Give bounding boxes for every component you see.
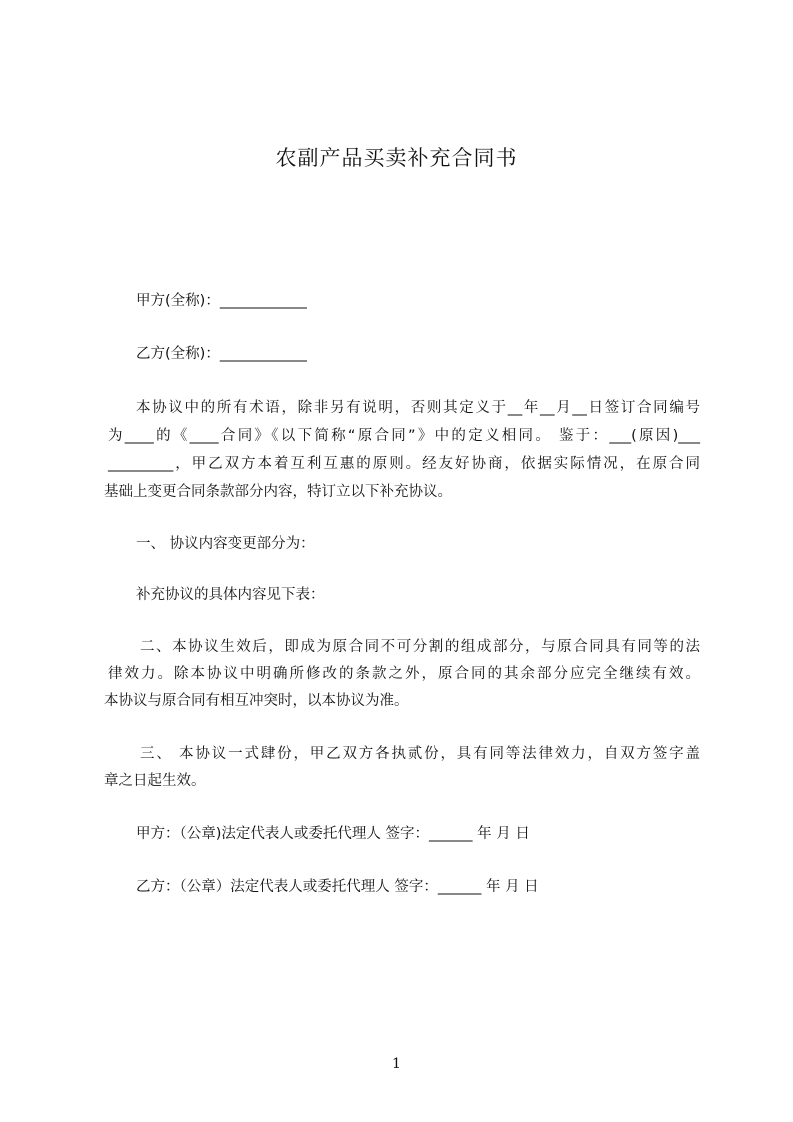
section-2-line: 本协议与原合同有相互冲突时，以本协议为准。	[104, 693, 409, 709]
section-2-line: 二、本协议生效后，即成为原合同不可分割的组成部分，与原合同具有同等的法	[140, 639, 700, 655]
section-3-line: 三、 本协议一式肆份，甲乙双方各执贰份，具有同等法律效力，自双方签字盖	[140, 746, 700, 762]
preamble-line: _________，甲乙双方本着互利互惠的原则。经友好协商，依据实际情况，在原合同	[108, 456, 700, 472]
document-title: 农副产品买卖补充合同书	[275, 146, 518, 170]
page-number: 1	[392, 1056, 401, 1072]
preamble-line: 基础上变更合同条款部分内容，特订立以下补充协议。	[104, 484, 452, 500]
section-1-detail: 补充协议的具体内容见下表：	[136, 587, 325, 603]
preamble-line: 本协议中的所有术语，除非另有说明，否则其定义于__年__月__日签订合同编号	[136, 400, 700, 416]
party-b-field: 乙方(全称)：____________	[136, 346, 307, 362]
party-a-field: 甲方(全称)：____________	[136, 293, 307, 309]
preamble-line: 为____的《____合同》《以下简称“原合同”》中的定义相同。 鉴于：___(原因)___	[108, 428, 700, 444]
signature-party-a: 甲方：（公章)法定代表人或委托代理人 签字：______ 年 月 日	[136, 826, 530, 842]
section-3-line: 章之日起生效。	[104, 773, 206, 789]
signature-party-b: 乙方：（公章）法定代表人或委托代理人 签字：______ 年 月 日	[136, 879, 539, 895]
section-1-heading: 一、 协议内容变更部分为：	[136, 536, 315, 552]
section-2-line: 律效力。除本协议中明确所修改的条款之外，原合同的其余部分应完全继续有效。	[108, 666, 700, 682]
